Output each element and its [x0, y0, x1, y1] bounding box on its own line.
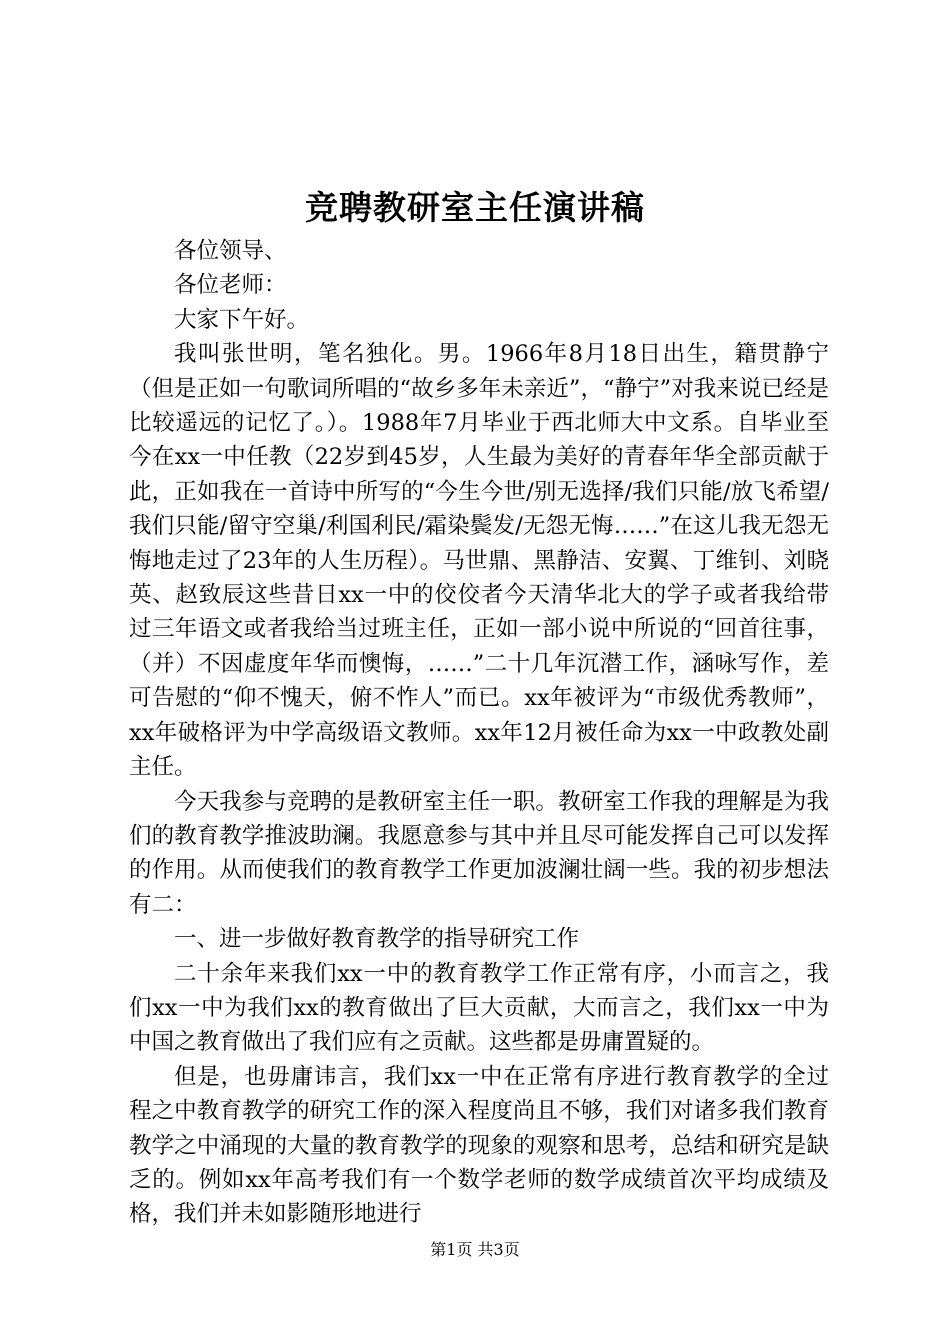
page-indicator: 第1页 共3页 [430, 1240, 520, 1259]
paragraph-position-intent: 今天我参与竞聘的是教研室主任一职。教研室工作我的理解是为我们的教育教学推波助澜。我愿意参与其中并且尽可能发挥自己可以发挥的作用。从而使我们的教育教学工作更加波澜壮阔一些。我的初步想法有二： [129, 788, 829, 918]
salutation-leaders: 各位领导、 [174, 238, 287, 264]
document-title: 竞聘教研室主任演讲稿 [305, 188, 645, 227]
greeting: 大家下午好。 [174, 306, 310, 333]
paragraph-self-introduction: 我叫张世明，笔名独化。男。1966年8月18日出生，籍贯静宁（但是正如一句歌词所唱的“故乡多年未亲近”，“静宁”对我来说已经是比较遥远的记忆了。）。1988年7月毕业于西北师大中文系。自毕业至今在xx一中任教（22岁到45岁，人生最为美好的青春年华全部贡献于此，正如我在一首诗中所写的“今生今世/别无选择/我们只能/放飞希望/我们只能/留守空巢/利国利民/霜染鬓发/无怨无悔……”在这儿我无怨无悔地走过了23年的人生历程）。马世鼎、黑静洁、安翼、丁维钊、刘晓英、赵致辰这些昔日xx一中的佼佼者今天清华北大的学子或者我给带过三年语文或者我给当过班主任，正如一部小说中所说的“回首往事，（并）不因虚度年华而懊悔，……”二十几年沉潜工作，涵咏写作，差可告慰的“仰不愧天，俯不怍人”而已。xx年被评为“市级优秀教师”，xx年破格评为中学高级语文教师。xx年12月被任命为xx一中政教处副主任。 [129, 341, 829, 781]
paragraph-achievements: 二十余年来我们xx一中的教育教学工作正常有序，小而言之，我们xx一中为我们xx的教育做出了巨大贡献，大而言之，我们xx一中为中国之教育做出了我们应有之贡献。这些都是毋庸置疑的。 [129, 960, 829, 1056]
section-heading-1: 一、进一步做好教育教学的指导研究工作 [174, 926, 580, 953]
salutation-teachers: 各位老师： [174, 272, 287, 299]
document-body [129, 234, 829, 1232]
paragraph-shortcomings: 但是，也毋庸讳言，我们xx一中在正常有序进行教育教学的全过程之中教育教学的研究工作的深入程度尚且不够，我们对诸多我们教育教学之中涌现的大量的教育教学的现象的观察和思考，总结和研究是缺乏的。例如xx年高考我们有一个数学老师的数学成绩首次平均成绩及格，我们并未如影随形地进行 [129, 1063, 829, 1228]
